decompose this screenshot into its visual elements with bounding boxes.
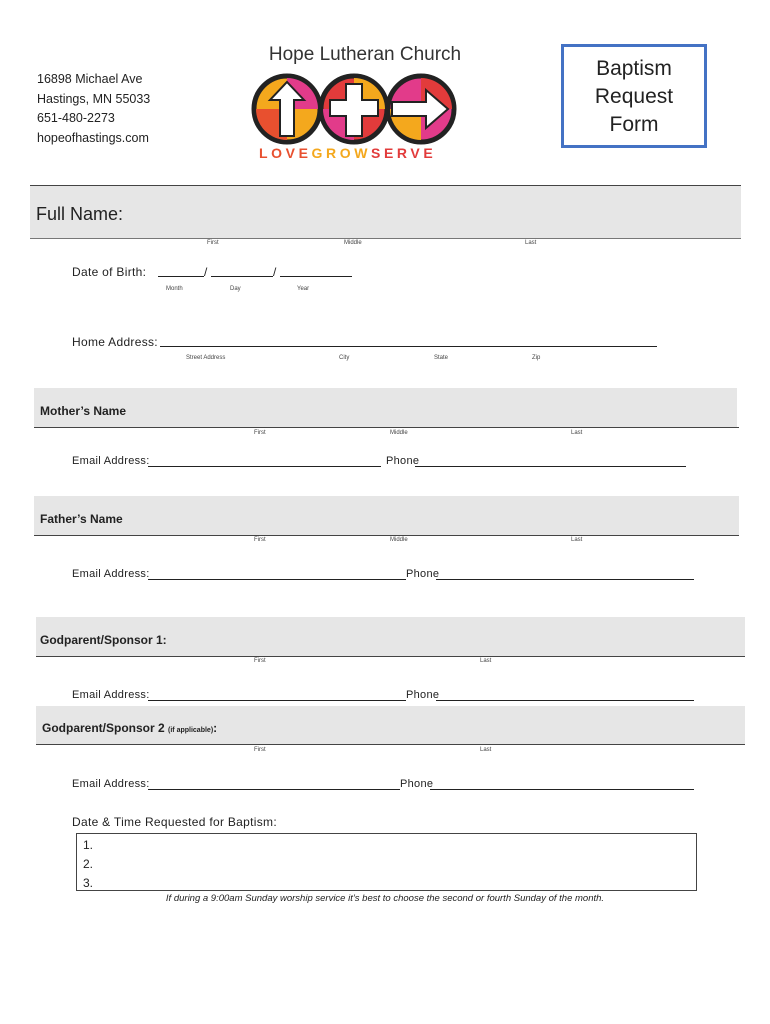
full-name-first-caption: First (207, 240, 219, 246)
sponsor1-phone-input[interactable] (436, 689, 694, 701)
dob-label: Date of Birth: (72, 265, 147, 279)
father-email-label: Email Address: (72, 568, 150, 580)
home-address-label: Home Address: (72, 335, 158, 349)
full-name-band (30, 186, 741, 238)
father-first-caption: First (254, 537, 266, 543)
father-phone-input[interactable] (436, 568, 694, 580)
mother-last-caption: Last (571, 430, 583, 436)
mother-email-label: Email Address: (72, 455, 150, 467)
sponsor2-colon: : (213, 721, 218, 735)
request-option-3[interactable]: 3. (83, 876, 94, 890)
father-middle-caption: Middle (390, 537, 408, 543)
dob-month-caption: Month (166, 286, 183, 292)
sponsor2-first-caption: First (254, 747, 266, 753)
sponsor2-phone-label: Phone (400, 778, 434, 790)
church-logo-icon (250, 72, 458, 146)
form-title-line-1: Baptism (596, 57, 672, 80)
dob-day-caption: Day (230, 286, 241, 292)
church-tagline (259, 145, 436, 161)
home-address-street-caption: Street Address (186, 355, 226, 361)
church-address (37, 70, 150, 148)
form-title-line-3: Form (609, 113, 659, 136)
sponsor2-phone-input[interactable] (430, 778, 694, 790)
mother-phone-label: Phone (386, 455, 420, 467)
sponsor2-last-caption: Last (480, 747, 492, 753)
form-title-line-2: Request (594, 85, 674, 108)
father-last-caption: Last (571, 537, 583, 543)
father-label: Father’s Name (40, 512, 123, 526)
father-phone-label: Phone (406, 568, 440, 580)
tagline-grow: GROW (311, 145, 372, 161)
dob-year-input[interactable] (280, 265, 352, 277)
request-box[interactable] (76, 833, 697, 891)
mother-band (34, 388, 737, 427)
mother-phone-input[interactable] (415, 455, 686, 467)
mother-label: Mother’s Name (40, 404, 127, 418)
request-option-1[interactable]: 1. (83, 838, 94, 852)
request-option-2[interactable]: 2. (83, 857, 94, 871)
dob-month-input[interactable] (158, 265, 204, 277)
home-address-city-caption: City (339, 355, 350, 361)
home-address-zip-caption: Zip (532, 355, 541, 361)
sponsor1-email-label: Email Address: (72, 689, 150, 701)
father-band (34, 496, 739, 535)
sponsor1-email-input[interactable] (148, 689, 406, 701)
tagline-serve: SERVE (371, 145, 437, 161)
sponsor2-email-label: Email Address: (72, 778, 150, 790)
address-phone: 651-480-2273 (37, 111, 115, 125)
dob-year-caption: Year (297, 286, 310, 292)
full-name-middle-caption: Middle (344, 240, 362, 246)
sponsor2-note: (if applicable) (168, 727, 214, 734)
sponsor1-phone-label: Phone (406, 689, 440, 701)
mother-first-caption: First (254, 430, 266, 436)
home-address-state-caption: State (434, 355, 449, 361)
church-name: Hope Lutheran Church (268, 44, 462, 65)
mother-email-input[interactable] (148, 455, 381, 467)
mother-name-input-line[interactable] (34, 427, 739, 428)
sponsor1-name-input-line[interactable] (36, 656, 745, 657)
father-name-input-line[interactable] (34, 535, 739, 536)
sponsor1-last-caption: Last (480, 658, 492, 664)
sponsor2-email-input[interactable] (148, 778, 400, 790)
home-address-input[interactable] (160, 335, 657, 347)
sponsor2-label-row (42, 721, 217, 735)
sponsor2-label: Godparent/Sponsor 2 (42, 721, 165, 735)
sponsor1-first-caption: First (254, 658, 266, 664)
dob-day-input[interactable] (211, 265, 273, 277)
sponsor2-name-input-line[interactable] (36, 744, 745, 745)
request-note: If during a 9:00am Sunday worship service it’s best to choose the second or fourth Sunday of the month. (165, 893, 605, 904)
mother-middle-caption: Middle (390, 430, 408, 436)
tagline-love: LOVE (259, 145, 312, 161)
father-email-input[interactable] (148, 568, 406, 580)
address-street: 16898 Michael Ave (37, 72, 143, 86)
address-website[interactable]: hopeofhastings.com (37, 130, 149, 145)
form-title-box (561, 44, 707, 148)
sponsor1-label: Godparent/Sponsor 1: (40, 633, 167, 647)
address-city: Hastings, MN 55033 (37, 91, 151, 106)
full-name-label: Full Name: (36, 204, 124, 224)
full-name-last-caption: Last (525, 240, 537, 246)
request-label: Date & Time Requested for Baptism: (72, 815, 277, 829)
full-name-input-line[interactable] (30, 238, 741, 239)
